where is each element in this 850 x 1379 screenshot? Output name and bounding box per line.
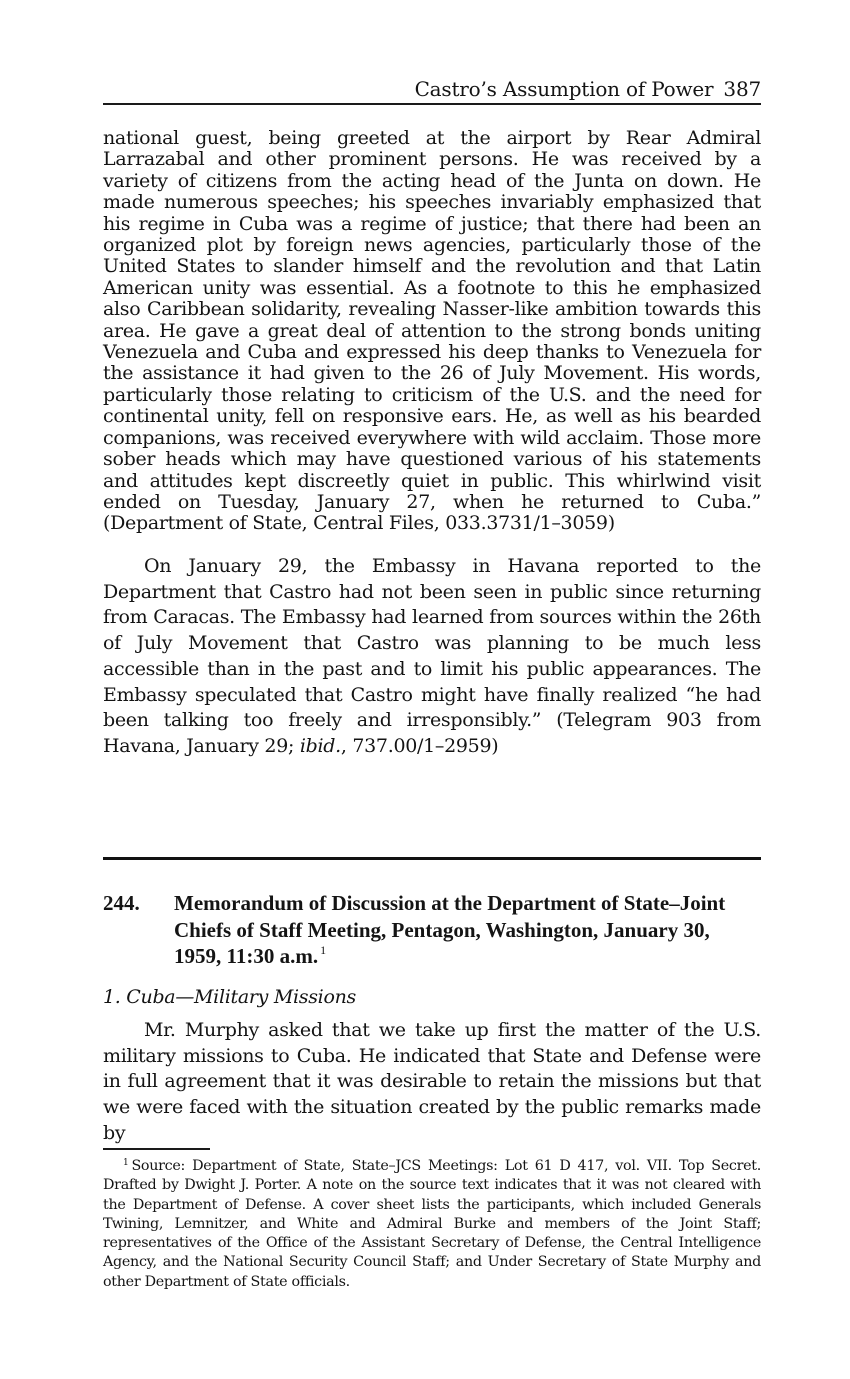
embassy-paragraph-text: On January 29, the Embassy in Havana reported to the Department that Castro had not been seen in public since returning from Caracas. The Embassy had learned from sources within the 26th of July Movement that Castro was planning to be much less accessible than in the past and to limit his public appearances. The Embassy speculated that Castro might have finally realized “he had been talking too freely and irresponsibly.” (Telegram 903 from Havana, January 29; [103,555,761,757]
section-divider [103,857,761,860]
header-rule [103,103,761,105]
footnote-rule [103,1148,210,1150]
embassy-paragraph-citation: , 737.00/1–2959) [340,734,499,757]
section-subheading: 1. Cuba—Military Missions [103,986,356,1008]
document-heading [103,890,761,970]
running-head-title: Castro’s Assumption of Power [414,77,714,101]
footnote-reference: 1 [320,943,327,957]
quoted-report-block: national guest, being greeted at the airport by Rear Admiral Larrazabal and other prominent persons. He was received by a variety of citizens from the acting head of the Junta on down. He made numerous speeches; his speeches invariably emphasized that his regime in Cuba was a regime of justice; that there had been an organized plot by foreign news agencies, particularly those of the United States to slander himself and the revolution and that Latin American unity was essential. As a footnote to this he emphasized also Caribbean solidarity, revealing Nasser-like ambition towards this area. He gave a great deal of attention to the strong bonds uniting Venezuela and Cuba and expressed his deep thanks to Venezuela for the assistance it had given to the 26 of July Movement. His words, particularly those relating to criticism of the U.S. and the need for continental unity, fell on responsive ears. He, as well as his bearded companions, was received everywhere with wild acclaim. Those more sober heads which may have questioned various of his statements and attitudes kept discreetly quiet in public. This whirlwind visit ended on Tuesday, January 27, when he returned to Cuba.” (Department of State, Central Files, 033.3731/1–3059) [103,127,761,535]
running-head [103,76,761,102]
document-title-wrap [174,890,761,970]
document-number: 244. [103,891,140,915]
ibid-italic: ibid. [299,734,341,757]
murphy-paragraph: Mr. Murphy asked that we take up first the matter of the U.S. military missions to Cuba. He indicated that State and Defense were in full agreement that it was desirable to retain the missions but that we were faced with the situation created by the public remarks made by [103,1019,761,1144]
footnote-marker: 1 [123,1158,129,1168]
footnote [103,1157,761,1292]
embassy-report-paragraph [103,554,761,760]
footnote-text: Source: Department of State, State–JCS Meetings: Lot 61 D 417, vol. VII. Top Secret. Drafted by Dwight J. Porter. A note on the source text indicates that it was not cleared with the Department of Defense. A cover sheet lists the participants, which included Generals Twining, Lemnitzer, and White and Admiral Burke and members of the Joint Staff; representatives of the Office of the Assistant Secretary of Defense, the Central Intelligence Agency, and the National Security Council Staff; and Under Secretary of State Murphy and other Department of State officials. [103,1158,761,1290]
document-title: Memorandum of Discussion at the Department of State–Joint Chiefs of Staff Meeting, Pentagon, Washington, January 30, 1959, 11:30 a.m. [174,891,726,968]
page-number: 387 [723,77,761,101]
